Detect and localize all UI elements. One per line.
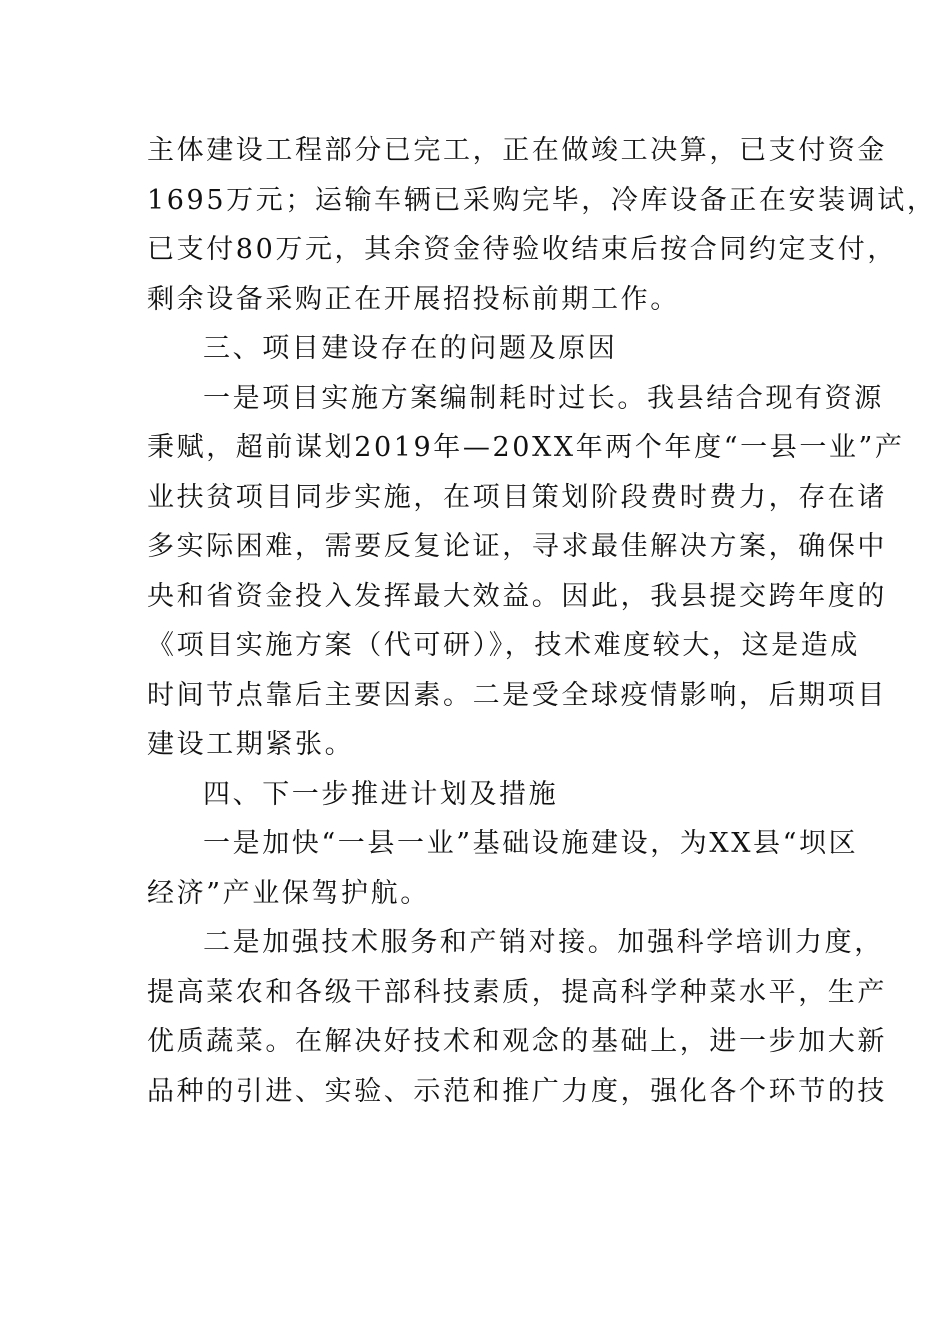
text-line: 业扶贫项目同步实施，在项目策划阶段费时费力，存在诸 <box>147 481 887 513</box>
body-text <box>147 126 937 1116</box>
section-heading: 四、下一步推进计划及措施 <box>203 778 559 810</box>
text-line: 秉赋，超前谋划2019年—20XX年两个年度“一县一业”产 <box>147 432 905 463</box>
text-line: 《项目实施方案（代可研）》，技术难度较大，这是造成 <box>147 630 860 661</box>
text-line: 经济”产业保驾护航。 <box>147 877 430 909</box>
text-line: 建设工期紧张。 <box>147 729 355 760</box>
text-line: 剩余设备采购正在开展招投标前期工作。 <box>147 283 680 315</box>
text-line: 优质蔬菜。在解决好技术和观念的基础上，进一步加大新 <box>147 1026 887 1057</box>
text-line: 多实际困难，需要反复论证，寻求最佳解决方案，确保中 <box>147 531 887 562</box>
text-line: 提高菜农和各级干部科技素质，提高科学种菜水平，生产 <box>147 976 887 1008</box>
text-line: 已支付80万元，其余资金待验收结束后按合同约定支付， <box>147 234 897 265</box>
text-line: 二是加强技术服务和产销对接。加强科学培训力度， <box>203 927 884 958</box>
section-heading: 三、项目建设存在的问题及原因 <box>203 333 618 364</box>
text-line: 一是加快“一县一业”基础设施建设，为XX县“坝区 <box>203 828 859 859</box>
text-line: 一是项目实施方案编制耗时过长。我县结合现有资源 <box>203 382 884 414</box>
text-line: 央和省资金投入发挥最大效益。因此，我县提交跨年度的 <box>147 580 887 612</box>
text-line: 主体建设工程部分已完工，正在做竣工决算，已支付资金 <box>147 135 887 166</box>
text-line: 1695万元；运输车辆已采购完毕，冷库设备正在安装调试， <box>147 184 937 216</box>
text-line: 品种的引进、实验、示范和推广力度，强化各个环节的技 <box>147 1075 887 1107</box>
text-line: 时间节点靠后主要因素。二是受全球疫情影响，后期项目 <box>147 679 887 711</box>
